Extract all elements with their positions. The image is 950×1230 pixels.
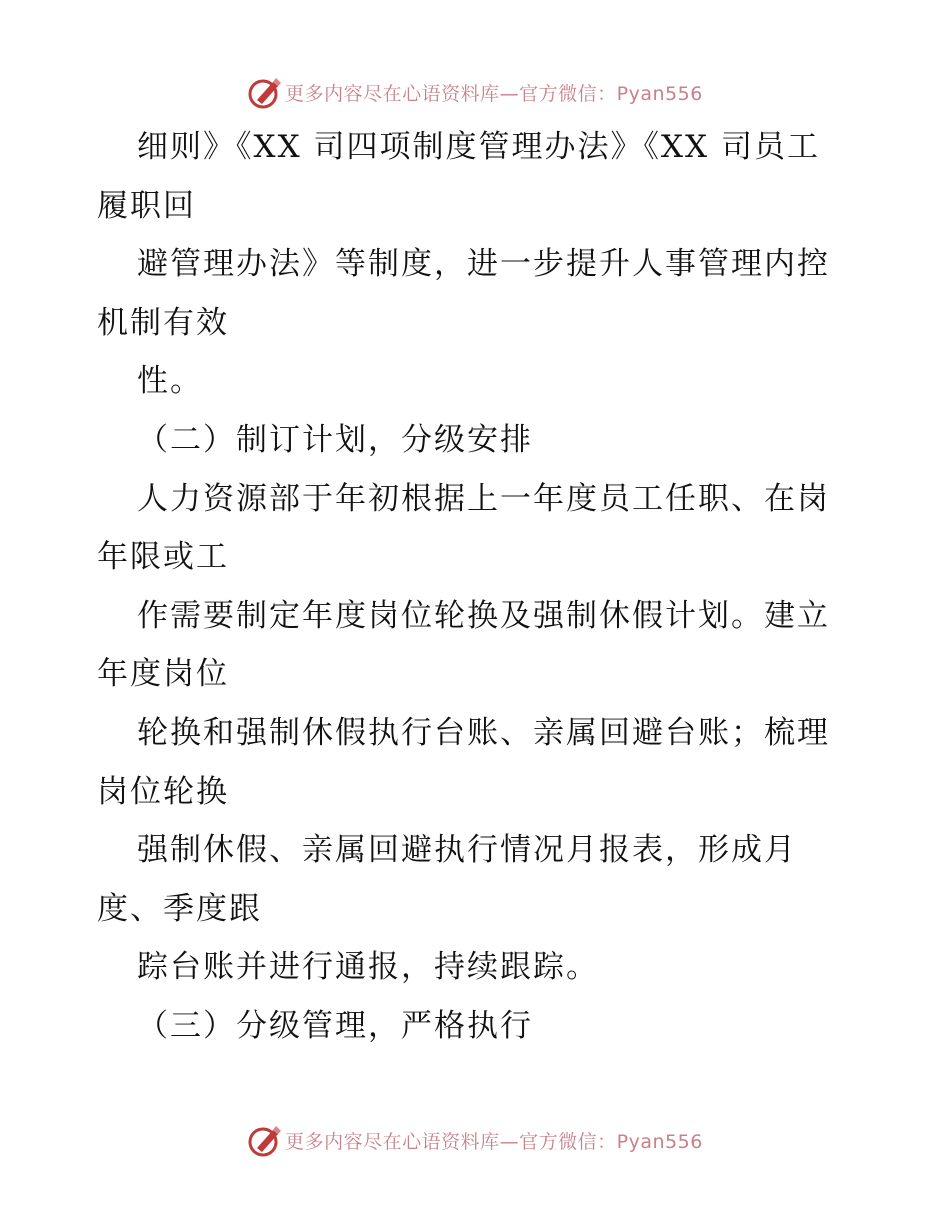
text-line: 强制休假、亲属回避执行情况月报表，形成月 bbox=[137, 832, 797, 869]
text-line: 细则》《XX 司四项制度管理办法》《XX 司员工 bbox=[137, 129, 820, 165]
document-body bbox=[97, 118, 857, 1056]
text-line: 性。 bbox=[137, 363, 203, 400]
section-heading: （三）分级管理，严格执行 bbox=[137, 1007, 533, 1044]
text-line: 履职回 bbox=[97, 187, 196, 224]
text-line: 年限或工 bbox=[97, 539, 229, 576]
text-line: 机制有效 bbox=[97, 304, 229, 341]
text-line: 人力资源部于年初根据上一年度员工任职、在岗 bbox=[137, 480, 830, 517]
section-heading: （二）制订计划，分级安排 bbox=[137, 421, 533, 458]
text-line: 踪台账并进行通报，持续跟踪。 bbox=[137, 949, 599, 986]
pen-logo-icon bbox=[247, 1122, 283, 1158]
text-line: 轮换和强制休假执行台账、亲属回避台账；梳理 bbox=[137, 714, 830, 751]
text-line: 度、季度跟 bbox=[97, 890, 262, 927]
text-line: 年度岗位 bbox=[97, 656, 229, 693]
text-line: 作需要制定年度岗位轮换及强制休假计划。建立 bbox=[137, 597, 830, 634]
text-line: 岗位轮换 bbox=[97, 773, 229, 810]
watermark-text: 更多内容尽在心语资料库—官方微信：Pyan556 bbox=[285, 1130, 703, 1153]
pen-logo-icon bbox=[247, 74, 283, 110]
watermark-text: 更多内容尽在心语资料库—官方微信：Pyan556 bbox=[285, 82, 703, 105]
header-watermark bbox=[0, 72, 950, 112]
text-line: 避管理办法》等制度，进一步提升人事管理内控 bbox=[137, 246, 830, 283]
footer-watermark bbox=[0, 1120, 950, 1160]
